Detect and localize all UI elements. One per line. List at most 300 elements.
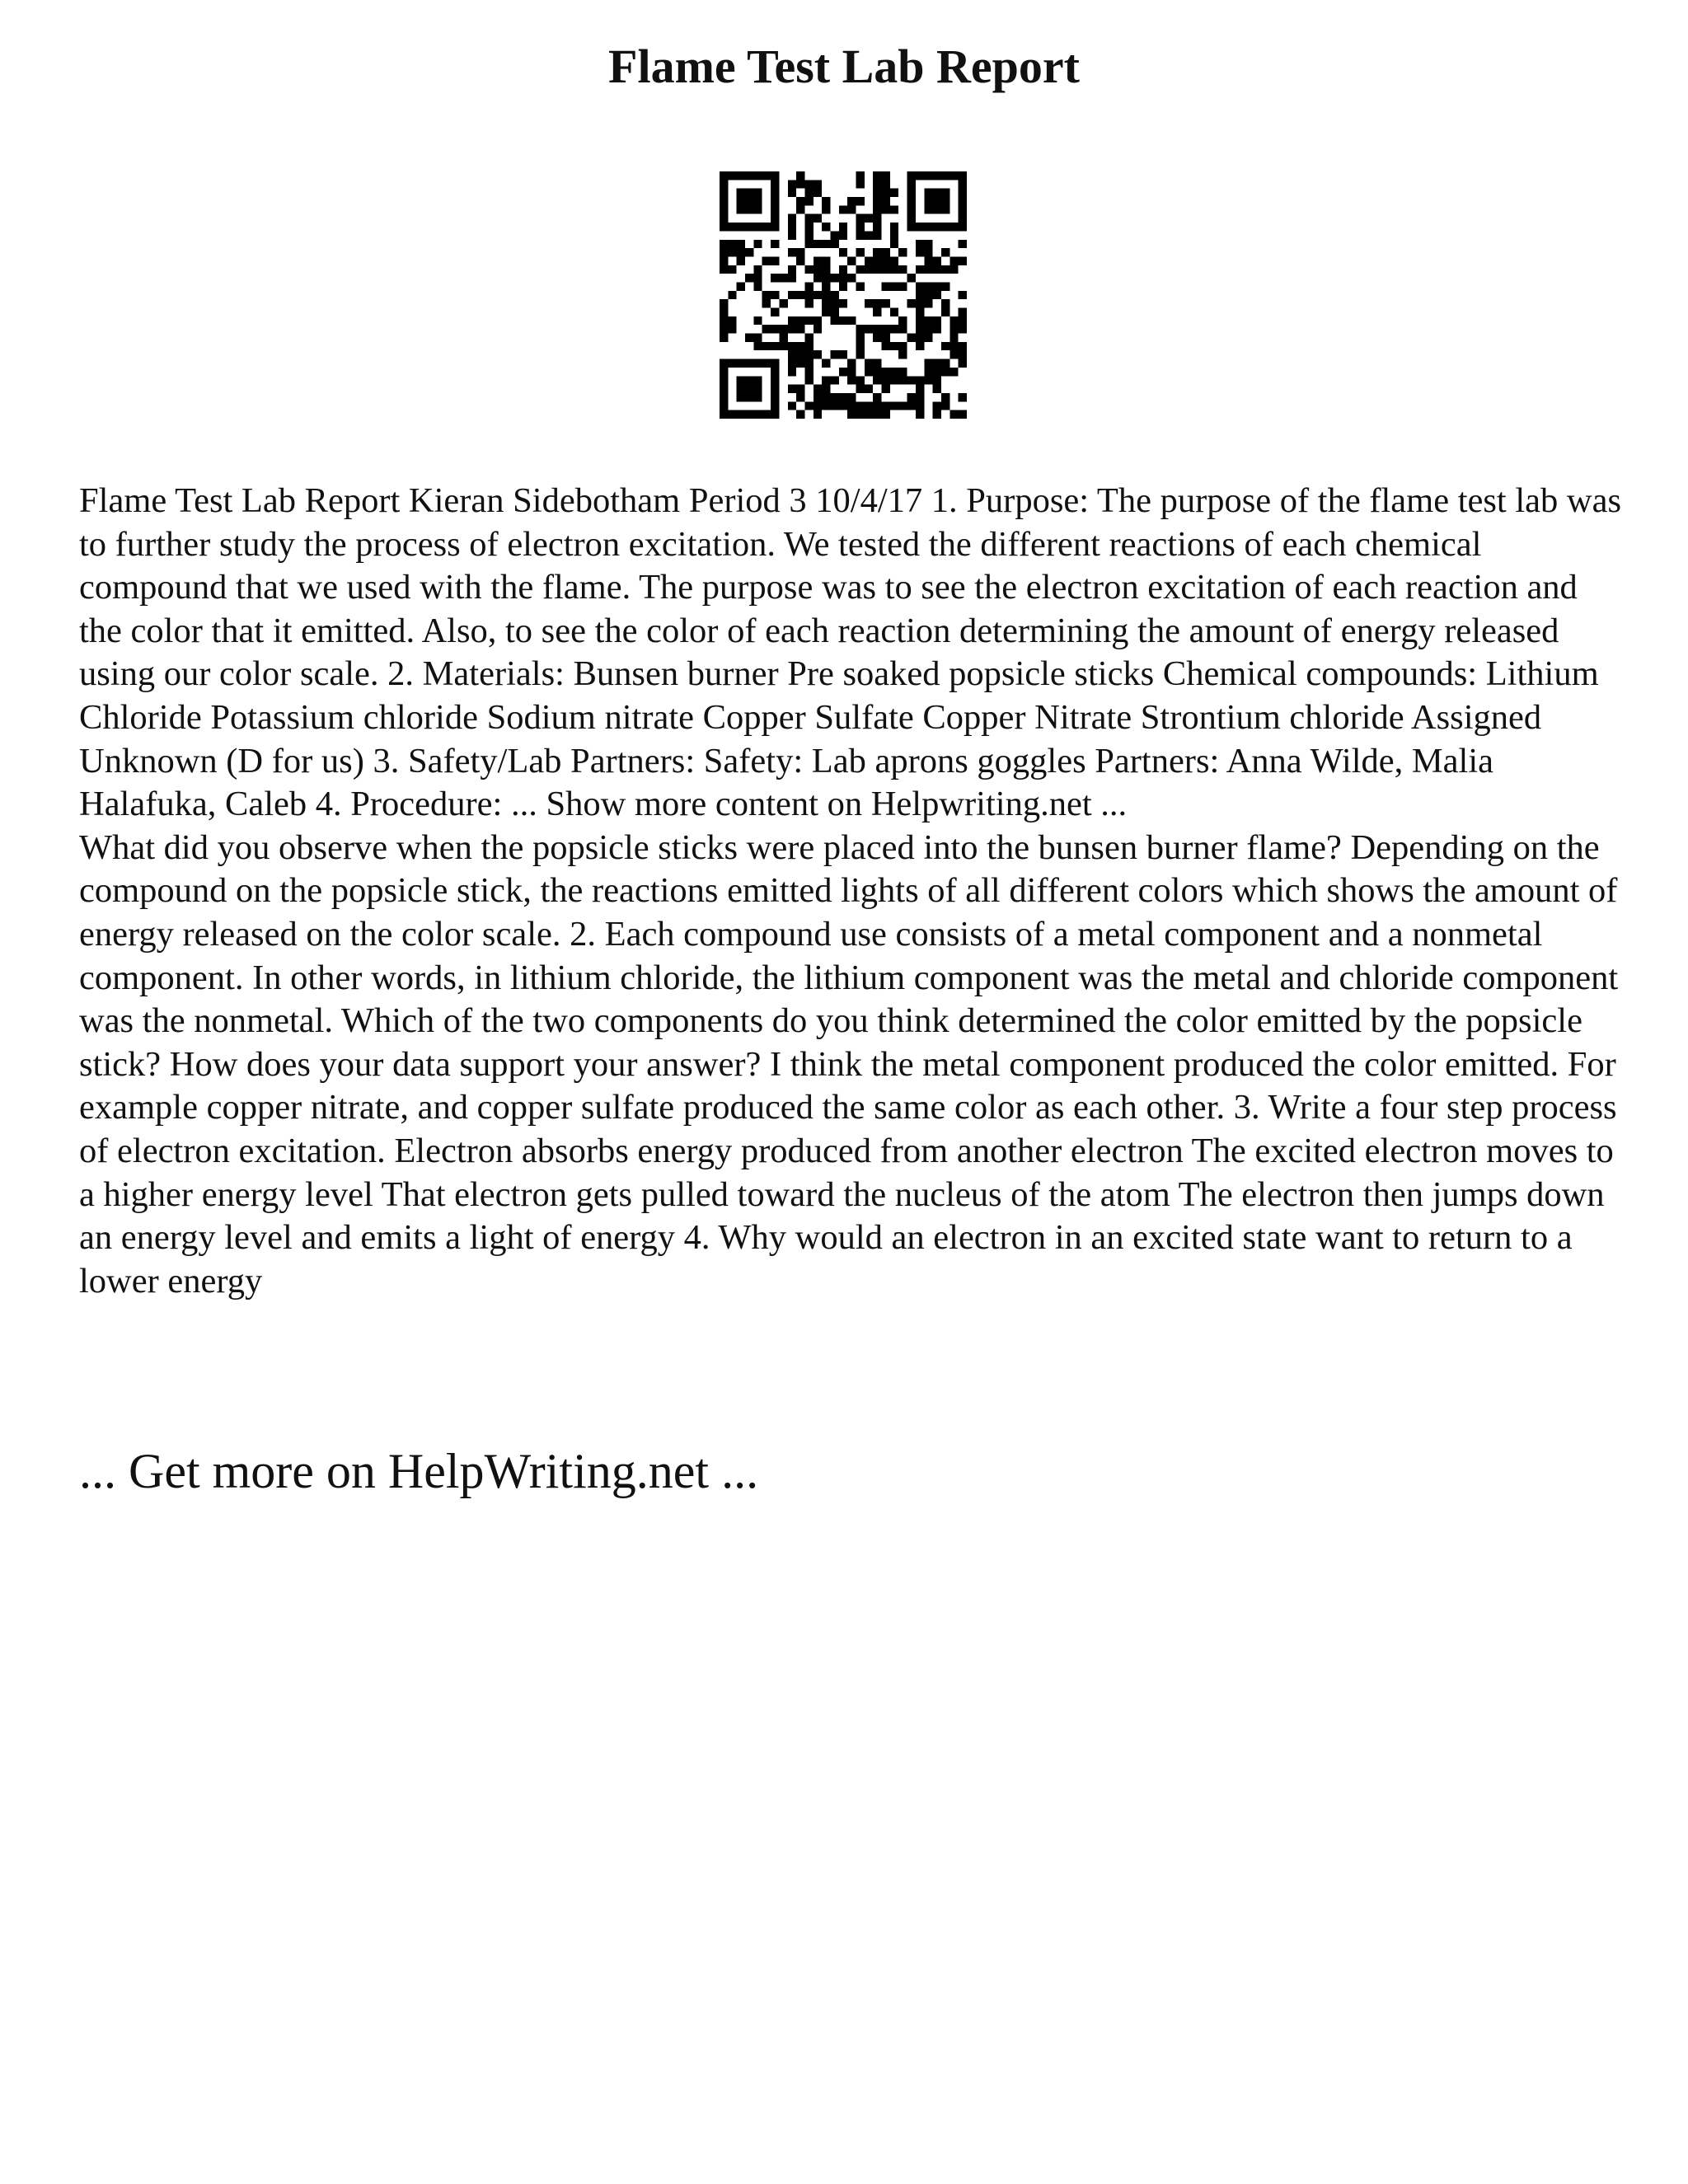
qr-module [720,180,728,188]
qr-module [822,240,830,248]
qr-module [882,205,890,213]
qr-module [941,342,950,350]
qr-module [737,256,745,265]
qr-module [788,325,796,333]
qr-module [839,231,847,239]
qr-module [753,223,762,231]
qr-module [924,316,932,325]
qr-module [771,368,779,376]
qr-module [839,248,847,256]
qr-module [907,223,916,231]
qr-module [796,410,804,419]
qr-module [933,359,941,368]
qr-module [941,189,950,197]
qr-module [720,359,728,368]
qr-module [796,180,804,188]
qr-module [720,299,728,307]
qr-module [847,359,856,368]
qr-module [873,256,881,265]
qr-module [933,205,941,213]
qr-module [788,342,796,350]
qr-module [753,385,762,393]
qr-module [720,197,728,205]
qr-module [745,376,753,384]
qr-module [882,376,890,384]
qr-module [865,359,873,368]
qr-module [788,274,796,282]
qr-module [856,265,865,274]
qr-module [771,197,779,205]
qr-module [814,180,822,188]
qr-module [839,401,847,410]
qr-module [924,256,932,265]
qr-module [959,393,967,401]
qr-module [933,385,941,393]
qr-module [959,189,967,197]
qr-module [924,248,932,256]
qr-module [737,248,745,256]
qr-module [779,334,787,342]
qr-module [839,265,847,274]
qr-module [847,274,856,282]
qr-module [839,282,847,290]
qr-module [950,265,958,274]
qr-module [924,334,932,342]
qr-module [788,368,796,376]
qr-module [950,334,958,342]
qr-module [737,171,745,180]
qr-module [856,342,865,350]
qr-module [873,393,881,401]
qr-module [924,240,932,248]
qr-module [804,180,813,188]
qr-module [882,325,890,333]
qr-module [753,205,762,213]
qr-module [873,334,881,342]
qr-module [804,282,813,290]
qr-module [771,205,779,213]
qr-module [771,325,779,333]
qr-module [898,401,907,410]
qr-module [933,282,941,290]
qr-module [916,299,924,307]
qr-module [814,410,822,419]
qr-module [728,265,736,274]
qr-module [873,205,881,213]
qr-module [916,282,924,290]
qr-module [720,410,728,419]
qr-module [865,410,873,419]
qr-module [771,274,779,282]
qr-module [890,308,898,316]
qr-module [890,189,898,197]
qr-module [804,368,813,376]
qr-module [839,274,847,282]
qr-module [924,291,932,299]
qr-module [873,359,881,368]
qr-module [762,325,771,333]
qr-module [907,393,916,401]
qr-module [728,410,736,419]
qr-module [720,214,728,223]
qr-module [788,180,796,188]
qr-module [933,410,941,419]
get-more-link[interactable]: ... Get more on HelpWriting.net ... [79,1444,759,1498]
qr-module [941,171,950,180]
qr-module [788,265,796,274]
qr-module [796,342,804,350]
qr-module [898,376,907,384]
qr-module [822,205,830,213]
qr-module [814,214,822,223]
paragraph-purpose: Flame Test Lab Report Kieran Sidebotham Period 3 10/4/17 1. Purpose: The purpose of the flame test lab was to further study the process of electron excitation. We tested the different reactions of each chemical compound that we used with the flame. The purpose was to see the electron excitation of each reaction and the color that it emitted. Also, to see the color of each reaction determining the amount of energy released using our color scale. 2. Materials: Bunsen burner Pre soaked popsicle sticks Chemical compounds: Lithium Chloride Potassium chloride Sodium nitrate Copper Sulfate Copper Nitrate Strontium chloride Assigned Unknown (D for us) 3. Safety/Lab Partners: Safety: Lab aprons goggles Partners: Anna Wilde, Malia Halafuka, Caleb 4. Procedure: ... Show more content on Helpwriting.net ... [79,481,1621,824]
qr-module [839,393,847,401]
qr-module [762,223,771,231]
qr-module [924,376,932,384]
qr-module [822,299,830,307]
qr-module [737,282,745,290]
qr-module [804,359,813,368]
qr-module [916,376,924,384]
qr-module [847,316,856,325]
qr-module [720,265,728,274]
qr-module [865,401,873,410]
qr-module [796,385,804,393]
qr-module [720,316,728,325]
qr-module [796,325,804,333]
qr-module [745,205,753,213]
qr-module [890,231,898,239]
qr-module [796,248,804,256]
qr-module [898,248,907,256]
qr-module [745,197,753,205]
qr-module [941,401,950,410]
qr-module [933,189,941,197]
qr-module [737,240,745,248]
qr-module [771,256,779,265]
qr-module [814,256,822,265]
qr-module [882,171,890,180]
qr-module [822,393,830,401]
qr-module [865,214,873,223]
qr-module [745,223,753,231]
qr-module [856,214,865,223]
qr-module [933,325,941,333]
qr-module [959,223,967,231]
qr-module [873,299,881,307]
qr-module [788,189,796,197]
qr-module [847,393,856,401]
qr-module [959,410,967,419]
qr-module [882,299,890,307]
qr-module [771,214,779,223]
qr-module [890,368,898,376]
qr-module [822,223,830,231]
qr-module [959,291,967,299]
qr-module [753,376,762,384]
qr-module [959,205,967,213]
qr-module [771,223,779,231]
qr-module [959,350,967,359]
qr-module [822,376,830,384]
qr-module [907,205,916,213]
qr-module [882,189,890,197]
qr-module [762,299,771,307]
qr-module [839,350,847,359]
qr-module [907,197,916,205]
qr-module [745,410,753,419]
qr-module [771,171,779,180]
report-body [79,480,1629,1303]
qr-module [745,189,753,197]
qr-module [924,325,932,333]
qr-module [950,350,958,359]
qr-module [830,308,838,316]
qr-module [804,240,813,248]
qr-module [822,282,830,290]
qr-module [959,308,967,316]
qr-module [822,265,830,274]
qr-module [865,265,873,274]
qr-module [856,410,865,419]
qr-module [804,299,813,307]
qr-module [873,189,881,197]
qr-module [804,342,813,350]
qr-module [762,256,771,265]
qr-module [720,248,728,256]
qr-module [941,308,950,316]
qr-module [959,256,967,265]
qr-module [916,401,924,410]
qr-module [898,282,907,290]
qr-module [882,180,890,188]
qr-module [873,180,881,188]
qr-module [941,282,950,290]
qr-module [933,291,941,299]
qr-module [796,256,804,265]
qr-module [959,240,967,248]
qr-module [907,214,916,223]
qr-module [907,376,916,384]
paragraph-questions: What did you observe when the popsicle sticks were placed into the bunsen burner flame? Depending on the compound on the popsicle stick, the reactions emitted lights of all different colors which shows the amount of energy released on the color scale. 2. Each compound use consists of a metal component and a nonmetal component. In other words, in lithium chloride, the lithium component was the metal and chloride component was the nonmetal. Which of the two components do you think determined the color emitted by the popsicle stick? How does your data support your answer? I think the metal component produced the color emitted. For example copper nitrate, and copper sulfate produced the same color as each other. 3. Write a four step process of electron excitation. Electron absorbs energy produced from another electron The excited electron moves to a higher energy level That electron gets pulled toward the nucleus of the atom The electron then jumps down an energy level and emits a light of energy 4. Why would an electron in an excited state want to return to a lower energy [79,827,1619,1301]
qr-module [865,325,873,333]
qr-module [907,189,916,197]
qr-module [771,385,779,393]
qr-module [822,401,830,410]
qr-module [762,342,771,350]
qr-module [890,342,898,350]
qr-module [847,376,856,384]
qr-module [796,171,804,180]
qr-module [728,359,736,368]
qr-module [941,393,950,401]
qr-module [804,214,813,223]
qr-module [822,274,830,282]
qr-module [788,291,796,299]
qr-module [728,223,736,231]
qr-module [753,189,762,197]
qr-module [941,265,950,274]
qr-module [753,171,762,180]
qr-module [804,334,813,342]
qr-module [916,385,924,393]
qr-module [796,393,804,401]
qr-module [890,223,898,231]
qr-module [847,368,856,376]
qr-module [796,291,804,299]
qr-module [882,385,890,393]
qr-module [830,316,838,325]
qr-module [804,265,813,274]
qr-module [950,316,958,325]
qr-module [898,368,907,376]
qr-module [924,299,932,307]
qr-module [882,197,890,205]
qr-module [788,214,796,223]
qr-module [771,189,779,197]
qr-module [916,342,924,350]
qr-module [737,223,745,231]
qr-module [804,223,813,231]
qr-module [720,385,728,393]
qr-module [865,385,873,393]
qr-module [847,401,856,410]
qr-module [950,223,958,231]
qr-module [856,248,865,256]
qr-module [753,197,762,205]
qr-module [847,410,856,419]
qr-module [720,334,728,342]
qr-module [916,291,924,299]
qr-module [771,308,779,316]
qr-module [728,248,736,256]
qr-module [890,401,898,410]
qr-module [814,189,822,197]
qr-module [771,240,779,248]
qr-module [924,205,932,213]
qr-module [779,274,787,282]
qr-module [839,223,847,231]
qr-module [753,359,762,368]
qr-module [959,214,967,223]
qr-module [788,231,796,239]
qr-module [753,410,762,419]
qr-module [771,410,779,419]
qr-module [847,256,856,265]
qr-module [753,282,762,290]
qr-module [898,342,907,350]
qr-module [959,180,967,188]
qr-module [728,325,736,333]
qr-module [779,299,787,307]
qr-module [788,248,796,256]
qr-module [933,376,941,384]
qr-module [822,291,830,299]
qr-module [720,171,728,180]
qr-module [737,385,745,393]
qr-module [882,368,890,376]
qr-module [950,342,958,350]
qr-module [822,359,830,368]
qr-module [830,350,838,359]
qr-module [720,240,728,248]
qr-module [856,197,865,205]
qr-module [796,197,804,205]
qr-module [745,274,753,282]
qr-module [753,274,762,282]
qr-module [916,223,924,231]
qr-module [720,376,728,384]
qr-module [933,368,941,376]
qr-module [873,368,881,376]
qr-module [847,205,856,213]
qr-module [907,171,916,180]
qr-module [753,342,762,350]
qr-module [873,231,881,239]
qr-module [941,368,950,376]
qr-module [924,359,932,368]
qr-module [856,223,865,231]
qr-module [814,274,822,282]
qr-module [898,350,907,359]
qr-module [720,401,728,410]
qr-module [847,197,856,205]
qr-module [822,197,830,205]
qr-module [933,316,941,325]
qr-module [890,240,898,248]
qr-module [959,325,967,333]
qr-module [950,410,958,419]
qr-module [753,393,762,401]
qr-module [839,299,847,307]
qr-module [856,180,865,188]
qr-module [753,265,762,274]
qr-module [762,291,771,299]
qr-module [882,256,890,265]
qr-module [941,299,950,307]
qr-module [882,334,890,342]
qr-module [924,368,932,376]
qr-module [933,401,941,410]
qr-module [890,325,898,333]
qr-module [865,256,873,265]
qr-module [882,282,890,290]
qr-module [933,223,941,231]
qr-module [771,401,779,410]
qr-module [916,410,924,419]
qr-module [762,410,771,419]
qr-module [788,350,796,359]
qr-module [839,205,847,213]
qr-module [788,359,796,368]
qr-module [882,342,890,350]
qr-module [814,316,822,325]
qr-module [728,316,736,325]
qr-module [804,197,813,205]
qr-module [720,368,728,376]
qr-code-icon [720,171,967,419]
qr-module [916,316,924,325]
qr-module [804,350,813,359]
qr-module [788,316,796,325]
qr-module [924,171,932,180]
qr-module [814,325,822,333]
qr-module [873,410,881,419]
qr-module [814,350,822,359]
qr-module [804,316,813,325]
qr-module [890,376,898,384]
qr-module [865,368,873,376]
